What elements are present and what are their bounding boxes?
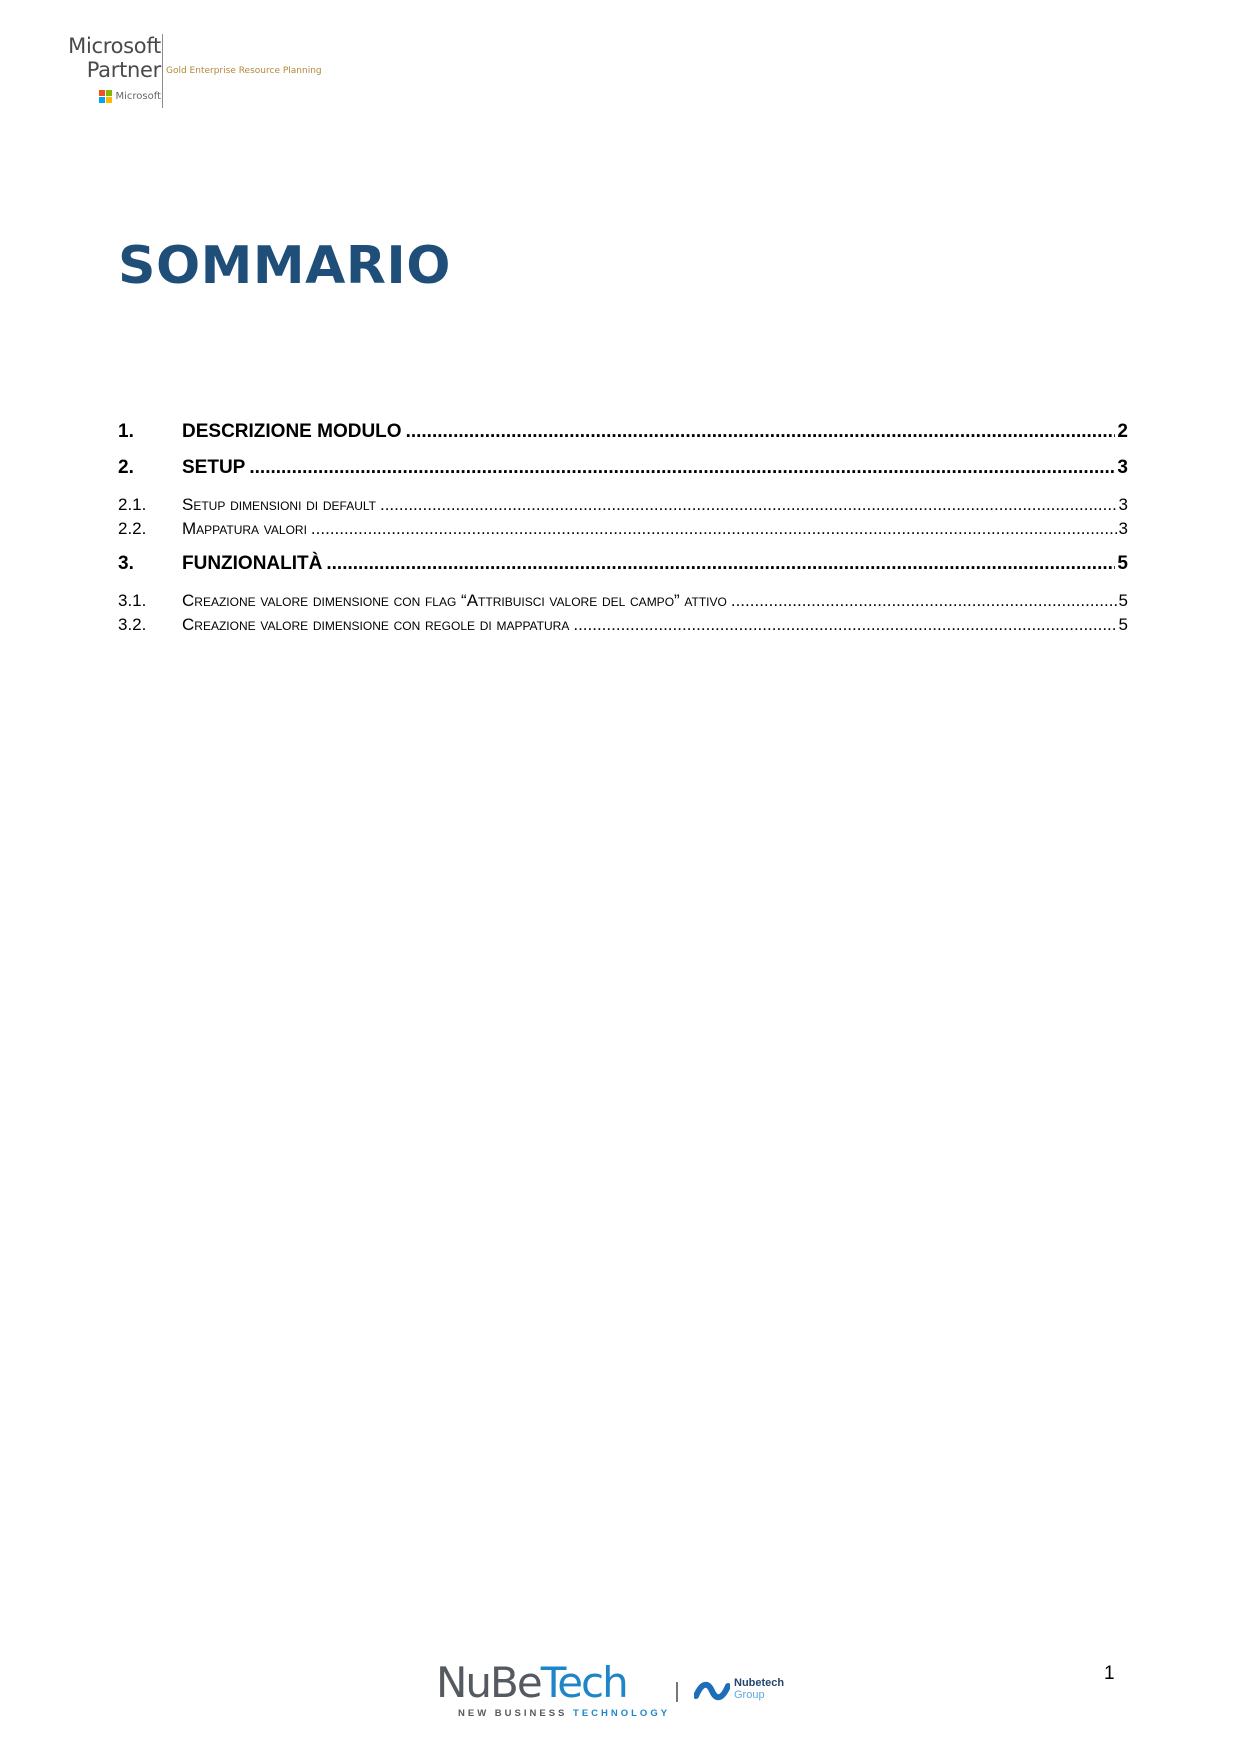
toc-leader bbox=[326, 553, 1115, 575]
toc-leader bbox=[380, 495, 1117, 515]
toc-leader bbox=[311, 519, 1117, 539]
microsoft-label: Microsoft bbox=[115, 91, 161, 102]
nubetech-group-wave-icon bbox=[694, 1680, 730, 1702]
microsoft-label-row bbox=[99, 90, 161, 103]
toc-number: 3. bbox=[118, 553, 134, 574]
group-line-2: Group bbox=[734, 1688, 765, 1701]
toc-number: 1. bbox=[118, 421, 134, 442]
toc-entry-2-2[interactable] bbox=[118, 515, 1128, 539]
microsoft-partner-badge bbox=[58, 34, 322, 110]
toc-text: DESCRIZIONE MODULO bbox=[182, 421, 402, 442]
toc-entry-3[interactable] bbox=[118, 549, 1128, 575]
badge-divider bbox=[162, 34, 163, 108]
table-of-contents bbox=[118, 417, 1128, 635]
tagline-part-1: NEW BUSINESS bbox=[458, 1708, 574, 1719]
toc-leader bbox=[573, 615, 1116, 635]
toc-number: 3.1. bbox=[118, 591, 147, 610]
toc-page: 3 bbox=[1118, 519, 1128, 538]
toc-page: 3 bbox=[1118, 495, 1128, 514]
toc-number: 2.1. bbox=[118, 495, 147, 514]
toc-number: 2. bbox=[118, 457, 134, 478]
competency-label: Gold Enterprise Resource Planning bbox=[166, 66, 322, 76]
toc-text: SETUP bbox=[182, 457, 246, 478]
toc-leader bbox=[249, 457, 1115, 479]
brand-line-2: Partner bbox=[86, 58, 161, 82]
footer-separator bbox=[676, 1682, 678, 1702]
toc-page: 5 bbox=[1118, 615, 1128, 634]
wordmark-part-2: Tech bbox=[540, 1658, 627, 1707]
nubetech-wordmark bbox=[436, 1658, 627, 1707]
toc-page: 5 bbox=[1117, 553, 1128, 574]
tagline-part-2: TECHNOLOGY bbox=[573, 1708, 671, 1719]
nubetech-tagline bbox=[458, 1708, 670, 1719]
microsoft-logo-icon bbox=[99, 90, 112, 103]
toc-page: 3 bbox=[1117, 457, 1128, 478]
toc-entry-2-1[interactable] bbox=[118, 491, 1128, 515]
toc-text: Creazione valore dimensione con flag “Attribuisci valore del campo” attivo bbox=[182, 591, 727, 610]
toc-page: 2 bbox=[1117, 421, 1128, 442]
nubetech-footer-logo bbox=[436, 1658, 796, 1730]
toc-entry-2[interactable] bbox=[118, 453, 1128, 479]
toc-entry-1[interactable] bbox=[118, 417, 1128, 443]
toc-leader bbox=[406, 421, 1116, 443]
nubetech-group-label bbox=[734, 1678, 784, 1701]
toc-entry-3-2[interactable] bbox=[118, 611, 1128, 635]
toc-entry-3-1[interactable] bbox=[118, 587, 1128, 611]
brand-line-1: Microsoft bbox=[68, 34, 161, 58]
wordmark-part-1: NuBe bbox=[436, 1658, 541, 1707]
toc-leader bbox=[731, 591, 1117, 611]
toc-text: Creazione valore dimensione con regole di mappatura bbox=[182, 615, 570, 634]
group-line-1: Nubetech bbox=[734, 1677, 785, 1689]
page-number: 1 bbox=[1104, 1663, 1115, 1684]
toc-number: 3.2. bbox=[118, 615, 147, 634]
toc-number: 2.2. bbox=[118, 519, 147, 538]
toc-text: Setup dimensioni di default bbox=[182, 495, 376, 514]
toc-text: FUNZIONALITÀ bbox=[182, 553, 323, 574]
page-title: SOMMARIO bbox=[118, 236, 451, 296]
toc-text: Mappatura valori bbox=[182, 519, 307, 538]
toc-page: 5 bbox=[1118, 591, 1128, 610]
